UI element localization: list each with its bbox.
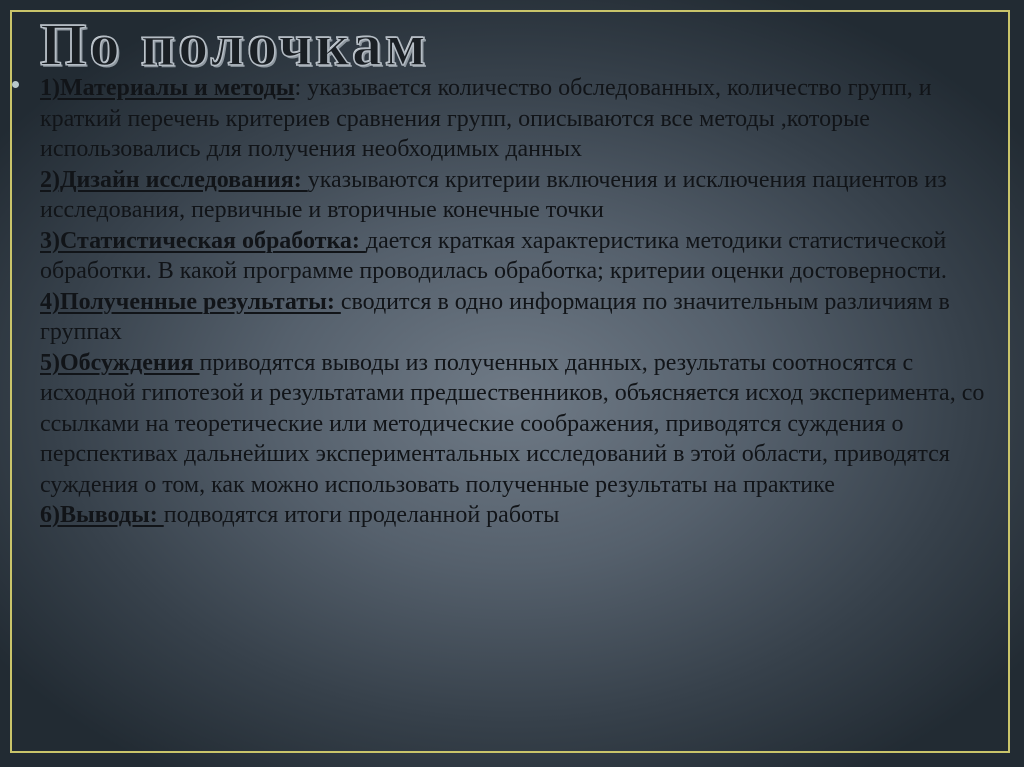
section-text: подводятся итоги проделанной работы — [163, 502, 560, 528]
section-label: 1)Материалы и методы — [40, 75, 295, 101]
section-results — [40, 287, 990, 348]
section-discussion — [40, 348, 990, 501]
section-label: 4)Полученные результаты: — [40, 288, 341, 315]
section-label: 2)Дизайн исследования: — [40, 166, 308, 193]
section-text: : указывается количество обследованных, количество групп, и краткий перечень критериев сравнения групп, описываются все методы ,которые использовались для получения необходимых данных — [40, 75, 932, 162]
section-conclusions — [40, 500, 990, 531]
section-text: указываются критерии включения и исключения пациентов из исследования, первичные и вторичные конечные точки — [40, 166, 947, 223]
section-text: сводится в одно информация по значительным различиям в группах — [40, 288, 950, 345]
slide-title: По полочкам — [40, 12, 429, 78]
section-study-design — [40, 165, 990, 226]
section-text: дается краткая характеристика методики статистической обработки. В какой программе проводилась обработка; критерии оценки достоверности. — [40, 227, 947, 284]
bullet-dot-icon — [12, 81, 19, 88]
section-statistics — [40, 226, 990, 287]
section-materials-methods — [40, 73, 990, 165]
section-label: 3)Статистическая обработка: — [40, 227, 366, 254]
slide-body — [40, 73, 990, 531]
section-label: 6)Выводы: — [40, 502, 164, 528]
section-text: приводятся выводы из полученных данных, результаты соотносятся с исходной гипотезой и результатами предшественников, объясняется исход эксперимента, со ссылками на теоретические или методические соображения, приводятся суждения о перспективах дальнейших экспериментальных исследований в этой области, приводятся суждения о том, как можно использовать полученные результаты на практике — [40, 349, 985, 498]
section-label: 5)Обсуждения — [40, 349, 200, 376]
